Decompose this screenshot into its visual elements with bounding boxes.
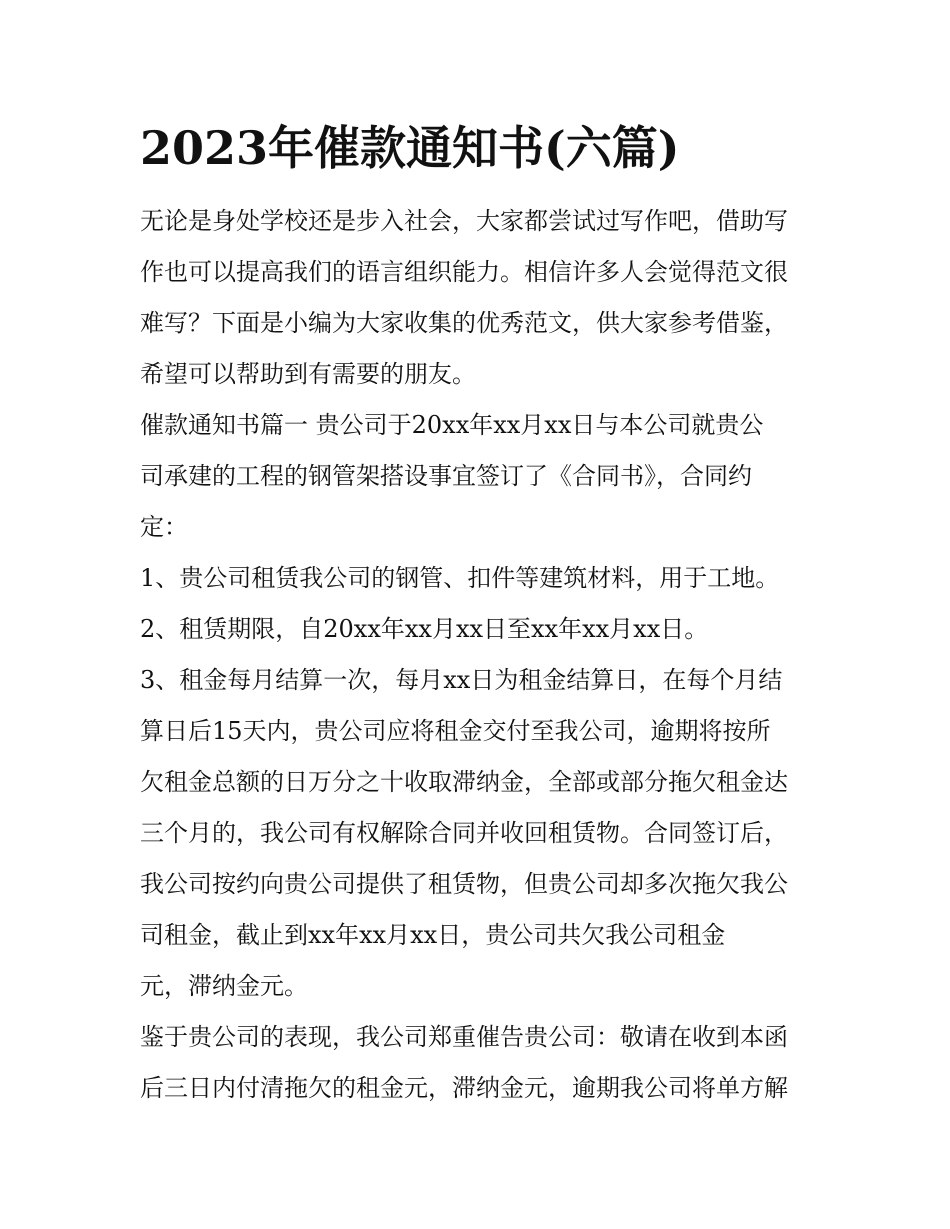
body-line: 希望可以帮助到有需要的朋友。	[140, 360, 476, 388]
document-title: 2023年催款通知书(六篇)	[140, 121, 680, 175]
body-line: 3、租金每月结算一次，每月xx日为租金结算日，在每个月结	[140, 666, 783, 694]
body-line: 定：	[140, 513, 188, 541]
body-line: 欠租金总额的日万分之十收取滞纳金，全部或部分拖欠租金达	[140, 768, 788, 796]
body-line: 1、贵公司租赁我公司的钢管、扣件等建筑材料，用于工地。	[140, 564, 780, 592]
body-line: 三个月的，我公司有权解除合同并收回租赁物。合同签订后，	[140, 819, 788, 847]
body-line: 元，滞纳金元。	[140, 972, 308, 1000]
body-line: 2、租赁期限，自20xx年xx月xx日至xx年xx月xx日。	[140, 615, 709, 643]
body-line: 作也可以提高我们的语言组织能力。相信许多人会觉得范文很	[140, 258, 788, 286]
document-body	[140, 196, 820, 1114]
body-line: 司租金，截止到xx年xx月xx日，贵公司共欠我公司租金	[140, 921, 726, 949]
body-line: 后三日内付清拖欠的租金元，滞纳金元，逾期我公司将单方解	[140, 1074, 788, 1102]
body-line: 鉴于贵公司的表现，我公司郑重催告贵公司：敬请在收到本函	[140, 1023, 788, 1051]
body-line: 我公司按约向贵公司提供了租赁物，但贵公司却多次拖欠我公	[140, 870, 788, 898]
body-line: 难写？下面是小编为大家收集的优秀范文，供大家参考借鉴，	[140, 309, 788, 337]
body-line: 无论是身处学校还是步入社会，大家都尝试过写作吧，借助写	[140, 207, 788, 235]
body-line: 催款通知书篇一 贵公司于20xx年xx月xx日与本公司就贵公	[140, 411, 764, 439]
body-line: 司承建的工程的钢管架搭设事宜签订了《合同书》，合同约	[140, 462, 752, 490]
body-line: 算日后15天内，贵公司应将租金交付至我公司，逾期将按所	[140, 717, 771, 745]
